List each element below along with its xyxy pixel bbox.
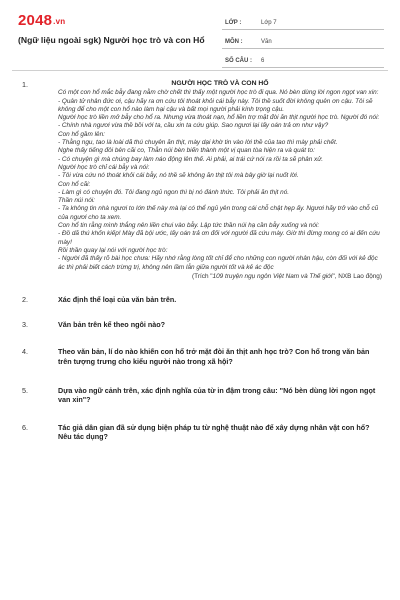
meta-label: MÔN :	[225, 39, 243, 45]
reading-passage	[58, 80, 382, 281]
question-number: 5.	[22, 385, 28, 395]
question-1	[22, 80, 382, 281]
source-suffix: ", NXB Lao động)	[332, 272, 382, 280]
logo-suffix: .vn	[53, 17, 66, 26]
passage-paragraph: Người học trò liền mở bẫy cho hổ ra. Nhưng vừa thoát nạn, hổ liền trợ mặt đòi ăn thịt người học trò. Người đó nói:	[58, 114, 380, 122]
site-logo[interactable]	[18, 12, 65, 29]
passage-source	[58, 273, 382, 281]
passage-paragraph: - Ta không tin nhà ngươi to lớn thế này mà lại có thể ngủ yên trong cái chỗ chật hẹp ấy. Ngươi hãy trở vào chỗ cũ của ngươi cho ta xem.	[58, 205, 379, 221]
meta-label: LỚP :	[225, 20, 242, 26]
question-number: 6.	[22, 422, 28, 432]
passage-paragraph: Con hổ cãi:	[58, 180, 91, 188]
passage-paragraph: Con hổ gầm lên:	[58, 130, 105, 138]
meta-row-count	[222, 50, 384, 68]
meta-row-subject	[222, 31, 384, 49]
question-text: Dựa vào ngữ cảnh trên, xác định nghĩa của từ in đậm trong câu: "Nó bèn dùng lời ngon ngọt van xin"?	[58, 385, 376, 405]
header-divider	[12, 70, 388, 71]
meta-value: 6	[261, 58, 265, 64]
question-text: Xác định thể loại của văn bản trên.	[58, 295, 177, 305]
questions-list	[22, 80, 382, 442]
passage-paragraph: Có một con hổ mắc bẫy đang nằm chờ chết thì thấy một người học trò đi qua. Nó bèn dùng lời ngon ngọt van xin:	[58, 89, 379, 97]
question-4	[22, 347, 382, 366]
meta-value: Văn	[261, 39, 272, 45]
passage-paragraph: Người học trò chỉ cái bẫy và nói:	[58, 163, 150, 171]
passage-paragraph: - Đồ dã thú khốn kiếp! Mày đã bội ước, lấy oán trả ơn đối với người đã cứu mày. Giờ thì đừng mong có ai đến cứu mày!	[58, 230, 380, 246]
passage-paragraph: - Quân tử nhân đức ơi, cậu hãy ra ơn cứu tôi thoát khỏi cái bẫy này. Tôi thề suốt đời không quên ơn cậu. Tôi sẽ không để cho một con hổ nào làm hại cậu và bất mọi người phải kính trọng cậu.	[58, 97, 373, 113]
source-prefix: (Trích "	[192, 272, 213, 280]
passage-paragraph: - Làm gì có chuyện đó. Tôi đang ngủ ngon thì bị nó đánh thức. Tôi phải ăn thịt nó.	[58, 188, 290, 196]
question-text: Theo văn bản, lí do nào khiến con hổ trở mặt đòi ăn thịt anh học trò? Con hổ trong văn bản trên tượng trưng cho kiểu người nào trong xã hội?	[58, 347, 370, 366]
question-3	[22, 320, 382, 330]
meta-row-class	[222, 12, 384, 30]
question-number: 2.	[22, 295, 28, 305]
passage-paragraph: Nghe thấy tiếng đôi bên cãi co, Thằn núi bèn biến thành một vị quan tòa hiện ra và quát to:	[58, 147, 315, 155]
meta-label: SỐ CÂU :	[225, 58, 252, 64]
question-text: Tác giả dân gian đã sử dụng biện pháp tu từ nghệ thuật nào để xây dựng nhân vật con hổ? Nêu tác dụng?	[58, 422, 370, 442]
question-2	[22, 295, 382, 305]
passage-paragraph: - Tôi vừa cứu nó thoát khỏi cái bẫy, nó thề sẽ không ăn thịt tôi mà bây giờ lại nuốt lời.	[58, 172, 299, 180]
question-text: Văn bản trên kể theo ngôi nào?	[58, 319, 166, 329]
meta-table	[222, 12, 384, 69]
source-title: 109 truyện ngụ ngôn Việt Nam và Thế giới	[212, 272, 333, 280]
meta-value: Lớp 7	[261, 20, 277, 26]
question-6	[22, 423, 382, 442]
passage-paragraph: - Thằng ngu, tao là loài dã thú chuyên ăn thịt, mày dại khờ tin vào lời thề của tao thì mày phải chết.	[58, 139, 338, 147]
passage-paragraph: Thần núi nói:	[58, 197, 95, 205]
passage-paragraph: - Có chuyện gì mà chúng bay làm náo động lên thế. Ai phải, ai trái cứ nói ra rồi ta sẽ phân xử.	[58, 155, 324, 163]
passage-paragraph: Rồi thần quay lại nói với người học trò:	[58, 246, 168, 254]
question-number: 3.	[22, 319, 28, 329]
logo-text: 2048	[18, 12, 53, 29]
question-number: 4.	[22, 347, 28, 357]
question-number: 1.	[22, 80, 28, 89]
page-header	[0, 0, 400, 70]
passage-title: NGƯỜI HỌC TRÒ VÀ CON HỔ	[171, 80, 269, 87]
document-title: (Ngữ liệu ngoài sgk) Người học trò và con Hổ	[18, 35, 205, 45]
passage-paragraph: - Chính nhà ngươi vừa thề bồi với ta, cầu xin ta cứu giúp. Sao ngươi lại lấy oán trả ơn như vậy?	[58, 122, 329, 130]
passage-paragraph: - Người đã thấy rõ bài học chưa: Hãy nhớ rằng lòng tốt chỉ để cho những con người nhân hậu, còn đối với kẻ độc ác thì phải biết cách trừng trị, không nên lầm lẫn giữa người tốt và kẻ ác độc	[58, 255, 378, 271]
question-5	[22, 386, 382, 405]
passage-paragraph: Con hổ tin rằng mình thắng nên liền chui vào bẫy. Lập tức thần núi hạ cần bẫy xuống và nói:	[58, 222, 320, 230]
